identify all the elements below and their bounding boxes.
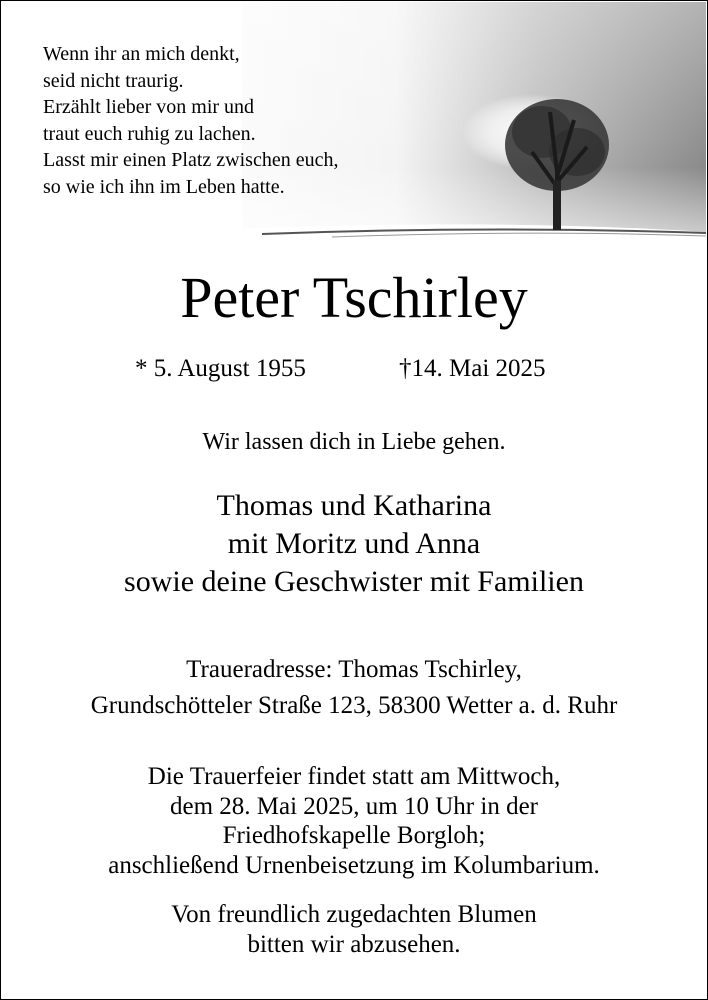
poem-line: seid nicht traurig. — [43, 69, 184, 92]
address-line: Grundschötteler Straße 123, 58300 Wetter a. d. Ruhr — [90, 692, 618, 719]
birth-date: * 5. August 1955 — [135, 355, 306, 382]
poem-line: Wenn ihr an mich denkt, — [43, 43, 240, 65]
poem — [43, 41, 338, 200]
flowers-note — [1, 900, 707, 960]
flowers-line: Von freundlich zugedachten Blumen — [171, 901, 537, 928]
mourners — [1, 487, 707, 601]
poem-line: traut euch ruhig zu lachen. — [43, 122, 256, 145]
deceased-name: Peter Tschirley — [180, 265, 528, 330]
mourners-line: mit Moritz und Anna — [227, 527, 481, 560]
service-line: Friedhofskapelle Borgloh; — [222, 822, 486, 849]
address-line: Traueradresse: Thomas Tschirley, — [186, 656, 522, 683]
poem-line: Erzählt lieber von mir und — [43, 96, 255, 118]
farewell-text: Wir lassen dich in Liebe gehen. — [202, 429, 506, 455]
funeral-service-info — [1, 762, 707, 880]
farewell-line — [1, 425, 707, 459]
mourning-address — [1, 652, 707, 724]
death-date: †14. Mai 2025 — [399, 355, 546, 382]
poem-line: Lasst mir einen Platz zwischen euch, — [43, 149, 339, 171]
mourners-line: Thomas und Katharina — [216, 489, 492, 522]
mourners-line: sowie deine Geschwister mit Familien — [124, 565, 584, 598]
flowers-line: bitten wir abzusehen. — [247, 931, 461, 958]
service-line: anschließend Urnenbeisetzung im Kolumbarium. — [108, 851, 600, 879]
service-line: dem 28. Mai 2025, um 10 Uhr in der — [169, 792, 538, 820]
poem-line: so wie ich ihn im Leben hatte. — [43, 175, 285, 198]
life-dates — [1, 353, 707, 385]
service-line: Die Trauerfeier findet statt am Mittwoch, — [147, 763, 561, 790]
